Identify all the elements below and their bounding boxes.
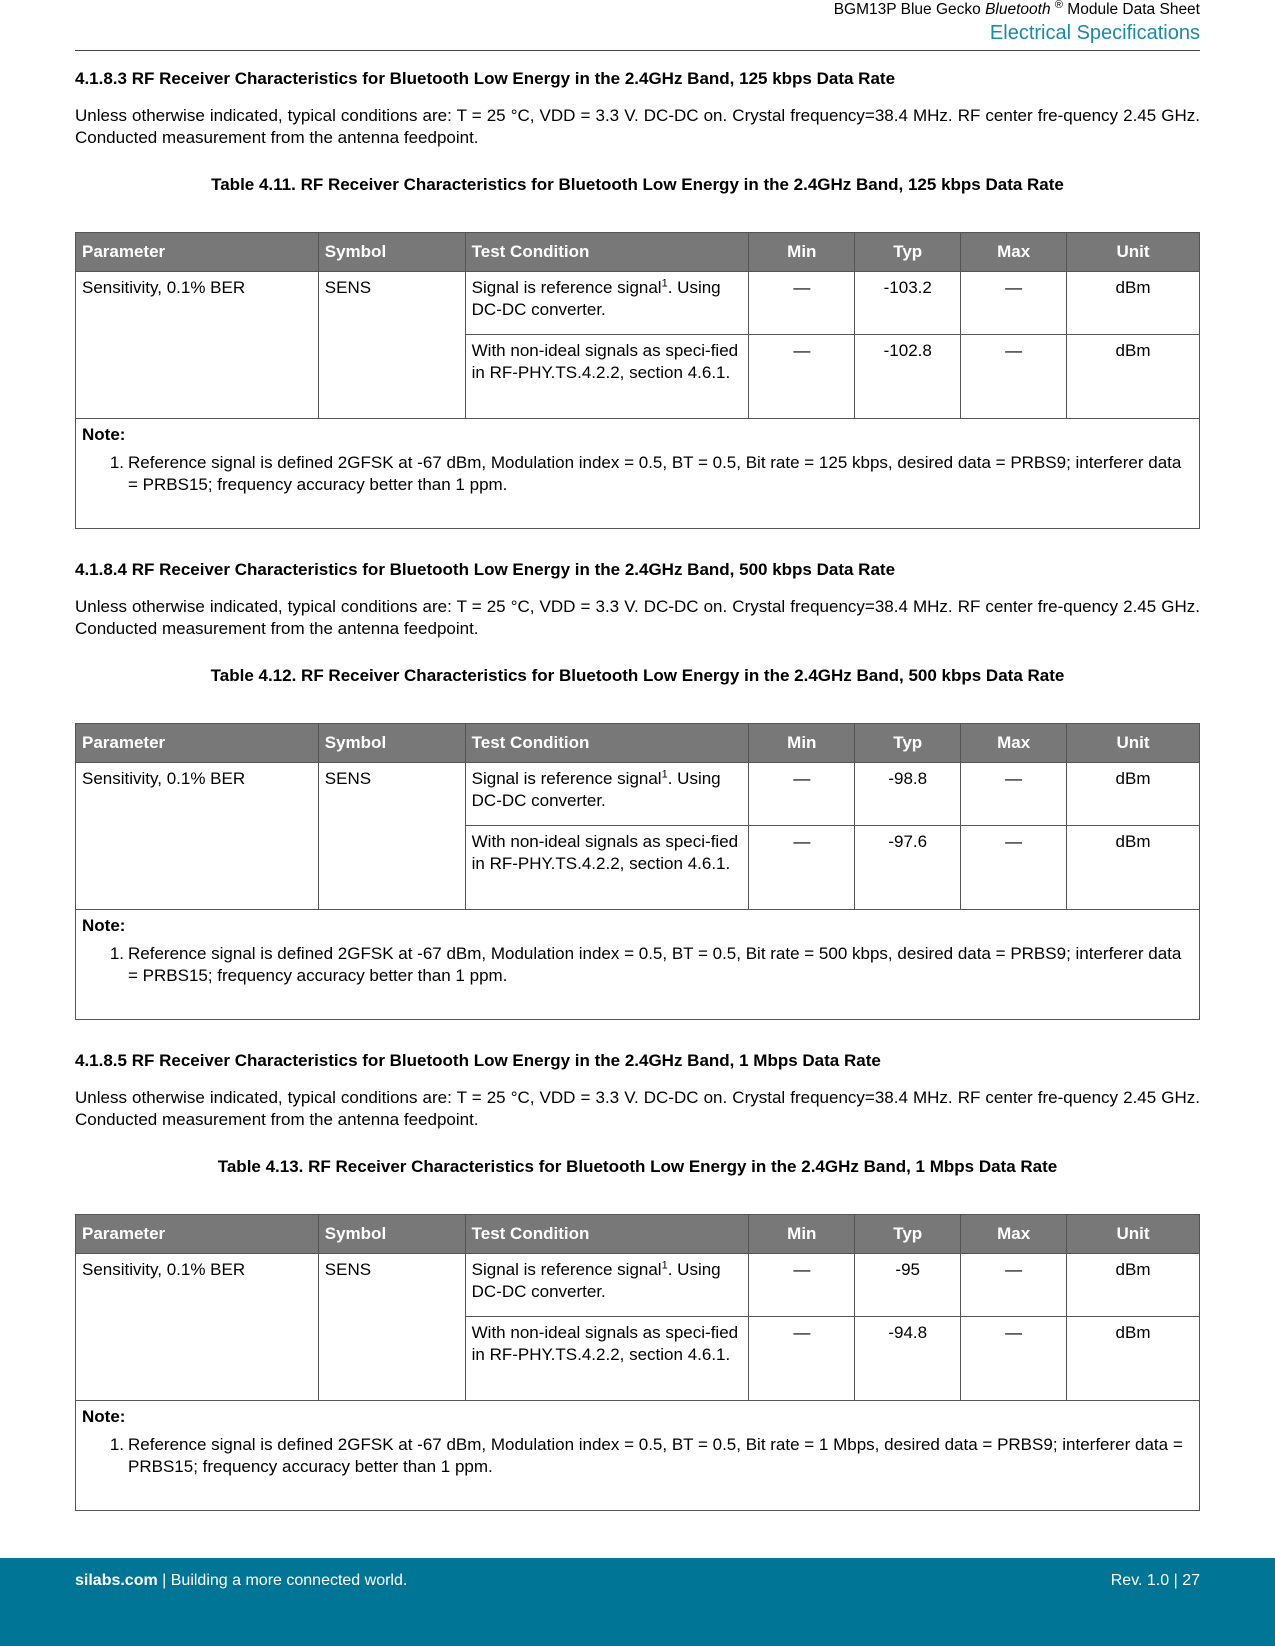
spec-section bbox=[75, 68, 1200, 529]
document-title bbox=[834, 0, 1200, 20]
symbol-cell: SENS bbox=[318, 272, 465, 419]
note-item bbox=[82, 1434, 1193, 1478]
max-cell: — bbox=[961, 1317, 1067, 1401]
test-condition-cell bbox=[465, 1254, 749, 1317]
min-cell: — bbox=[749, 272, 855, 335]
doc-title-prefix: BGM13P Blue Gecko bbox=[833, 1, 986, 18]
note-text: Reference signal is defined 2GFSK at -67 dBm, Modulation index = 0.5, BT = 0.5, Bit rate = 500 kbps, desired data = PRBS9; interferer data = PRBS15; frequency accuracy better than 1 ppm. bbox=[128, 944, 1182, 985]
test-condition-cell bbox=[465, 335, 749, 419]
condition-text: Signal is reference signal bbox=[471, 769, 662, 788]
col-test-condition: Test Condition bbox=[465, 724, 749, 763]
note-number: 1. bbox=[109, 1435, 124, 1454]
col-symbol: Symbol bbox=[318, 233, 465, 272]
condition-text: Signal is reference signal bbox=[471, 1260, 662, 1279]
col-test-condition: Test Condition bbox=[465, 1215, 749, 1254]
condition-text: . Using DC-DC converter. bbox=[471, 1260, 721, 1301]
footer-branding bbox=[75, 1572, 407, 1590]
col-test-condition: Test Condition bbox=[465, 233, 749, 272]
typical-conditions: Unless otherwise indicated, typical conditions are: T = 25 °C, VDD = 3.3 V. DC-DC on. Crystal frequency=38.4 MHz. RF center fre-quency 2.45 GHz. Conducted measurement from the antenna feedpoint. bbox=[75, 1088, 1200, 1129]
unit-cell: dBm bbox=[1067, 1317, 1200, 1401]
page-header bbox=[834, 0, 1200, 45]
unit-cell: dBm bbox=[1067, 272, 1200, 335]
note-number: 1. bbox=[109, 944, 124, 963]
typ-cell: -103.2 bbox=[855, 272, 961, 335]
unit-cell: dBm bbox=[1067, 763, 1200, 826]
spec-table bbox=[75, 232, 1200, 529]
table-row bbox=[76, 763, 1200, 826]
col-min: Min bbox=[749, 1215, 855, 1254]
max-cell: — bbox=[961, 763, 1067, 826]
note-row bbox=[76, 419, 1200, 529]
col-typ: Typ bbox=[855, 233, 961, 272]
note-number: 1. bbox=[109, 453, 124, 472]
typ-cell: -97.6 bbox=[855, 826, 961, 910]
min-cell: — bbox=[749, 826, 855, 910]
note-cell bbox=[76, 910, 1200, 1020]
test-condition-cell bbox=[465, 763, 749, 826]
note-item bbox=[82, 452, 1193, 496]
parameter-cell: Sensitivity, 0.1% BER bbox=[76, 763, 319, 910]
table-row bbox=[76, 272, 1200, 335]
note-text: Reference signal is defined 2GFSK at -67 dBm, Modulation index = 0.5, BT = 0.5, Bit rate = 1 Mbps, desired data = PRBS9; interferer data = PRBS15; frequency accuracy better than 1 ppm. bbox=[128, 1435, 1183, 1476]
header-divider bbox=[75, 50, 1200, 51]
spec-section bbox=[75, 1050, 1200, 1511]
footnote-ref: 1 bbox=[661, 1259, 668, 1272]
min-cell: — bbox=[749, 1254, 855, 1317]
table-row bbox=[76, 1254, 1200, 1317]
col-typ: Typ bbox=[855, 1215, 961, 1254]
spec-section bbox=[75, 559, 1200, 1020]
max-cell: — bbox=[961, 335, 1067, 419]
note-label: Note: bbox=[82, 425, 126, 444]
section-heading: 4.1.8.5 RF Receiver Characteristics for Bluetooth Low Energy in the 2.4GHz Band, 1 Mbps Data Rate bbox=[75, 1051, 881, 1070]
section-name: Electrical Specifications bbox=[989, 22, 1200, 44]
note-cell bbox=[76, 1401, 1200, 1511]
footer-tagline: | Building a more connected world. bbox=[157, 1572, 408, 1589]
col-unit: Unit bbox=[1067, 233, 1200, 272]
typical-conditions: Unless otherwise indicated, typical conditions are: T = 25 °C, VDD = 3.3 V. DC-DC on. Crystal frequency=38.4 MHz. RF center fre-quency 2.45 GHz. Conducted measurement from the antenna feedpoint. bbox=[75, 106, 1200, 147]
doc-title-suffix: Module Data Sheet bbox=[1062, 1, 1200, 18]
note-cell bbox=[76, 419, 1200, 529]
page-footer bbox=[0, 1558, 1275, 1646]
max-cell: — bbox=[961, 826, 1067, 910]
note-text: Reference signal is defined 2GFSK at -67 dBm, Modulation index = 0.5, BT = 0.5, Bit rate = 125 kbps, desired data = PRBS9; interferer data = PRBS15; frequency accuracy better than 1 ppm. bbox=[128, 453, 1182, 494]
table-header-row bbox=[76, 724, 1200, 763]
typical-conditions: Unless otherwise indicated, typical conditions are: T = 25 °C, VDD = 3.3 V. DC-DC on. Crystal frequency=38.4 MHz. RF center fre-quency 2.45 GHz. Conducted measurement from the antenna feedpoint. bbox=[75, 597, 1200, 638]
footnote-ref: 1 bbox=[661, 277, 668, 290]
condition-text: . Using DC-DC converter. bbox=[471, 278, 721, 319]
table-header-row bbox=[76, 233, 1200, 272]
unit-cell: dBm bbox=[1067, 1254, 1200, 1317]
note-label: Note: bbox=[82, 916, 126, 935]
page-content bbox=[75, 68, 1200, 1511]
note-row bbox=[76, 1401, 1200, 1511]
col-max: Max bbox=[961, 233, 1067, 272]
parameter-cell: Sensitivity, 0.1% BER bbox=[76, 272, 319, 419]
test-condition-cell bbox=[465, 272, 749, 335]
symbol-cell: SENS bbox=[318, 763, 465, 910]
section-heading: 4.1.8.3 RF Receiver Characteristics for Bluetooth Low Energy in the 2.4GHz Band, 125 kbps Data Rate bbox=[75, 69, 896, 88]
footnote-ref: 1 bbox=[661, 768, 668, 781]
page-revision-number: Rev. 1.0 | 27 bbox=[1110, 1572, 1200, 1589]
max-cell: — bbox=[961, 1254, 1067, 1317]
note-label: Note: bbox=[82, 1407, 126, 1426]
col-min: Min bbox=[749, 724, 855, 763]
condition-text: Signal is reference signal bbox=[471, 278, 662, 297]
col-max: Max bbox=[961, 724, 1067, 763]
col-typ: Typ bbox=[855, 724, 961, 763]
col-unit: Unit bbox=[1067, 724, 1200, 763]
col-unit: Unit bbox=[1067, 1215, 1200, 1254]
typ-cell: -102.8 bbox=[855, 335, 961, 419]
min-cell: — bbox=[749, 335, 855, 419]
registered-mark: ® bbox=[1054, 0, 1063, 11]
parameter-cell: Sensitivity, 0.1% BER bbox=[76, 1254, 319, 1401]
test-condition-cell bbox=[465, 1317, 749, 1401]
symbol-cell: SENS bbox=[318, 1254, 465, 1401]
doc-title-bluetooth: Bluetooth bbox=[985, 1, 1051, 18]
col-symbol: Symbol bbox=[318, 1215, 465, 1254]
min-cell: — bbox=[749, 763, 855, 826]
table-caption: Table 4.12. RF Receiver Characteristics for Bluetooth Low Energy in the 2.4GHz Band, 500 kbps Data Rate bbox=[210, 666, 1065, 685]
condition-text: . Using DC-DC converter. bbox=[471, 769, 721, 810]
silabs-link[interactable]: silabs.com bbox=[75, 1572, 158, 1589]
max-cell: — bbox=[961, 272, 1067, 335]
col-parameter: Parameter bbox=[76, 233, 319, 272]
spec-table bbox=[75, 723, 1200, 1020]
unit-cell: dBm bbox=[1067, 335, 1200, 419]
unit-cell: dBm bbox=[1067, 826, 1200, 910]
col-symbol: Symbol bbox=[318, 724, 465, 763]
table-header-row bbox=[76, 1215, 1200, 1254]
condition-text: With non-ideal signals as speci-fied in RF-PHY.TS.4.2.2, section 4.6.1. bbox=[471, 341, 739, 382]
note-item bbox=[82, 943, 1193, 987]
section-heading: 4.1.8.4 RF Receiver Characteristics for Bluetooth Low Energy in the 2.4GHz Band, 500 kbps Data Rate bbox=[75, 560, 896, 579]
col-min: Min bbox=[749, 233, 855, 272]
col-parameter: Parameter bbox=[76, 724, 319, 763]
condition-text: With non-ideal signals as speci-fied in RF-PHY.TS.4.2.2, section 4.6.1. bbox=[471, 832, 739, 873]
typ-cell: -94.8 bbox=[855, 1317, 961, 1401]
test-condition-cell bbox=[465, 826, 749, 910]
typ-cell: -95 bbox=[855, 1254, 961, 1317]
col-max: Max bbox=[961, 1215, 1067, 1254]
min-cell: — bbox=[749, 1317, 855, 1401]
table-caption: Table 4.11. RF Receiver Characteristics for Bluetooth Low Energy in the 2.4GHz Band, 125 kbps Data Rate bbox=[211, 175, 1064, 194]
note-row bbox=[76, 910, 1200, 1020]
table-caption: Table 4.13. RF Receiver Characteristics for Bluetooth Low Energy in the 2.4GHz Band, 1 Mbps Data Rate bbox=[217, 1157, 1058, 1176]
spec-table bbox=[75, 1214, 1200, 1511]
col-parameter: Parameter bbox=[76, 1215, 319, 1254]
typ-cell: -98.8 bbox=[855, 763, 961, 826]
condition-text: With non-ideal signals as speci-fied in RF-PHY.TS.4.2.2, section 4.6.1. bbox=[471, 1323, 739, 1364]
